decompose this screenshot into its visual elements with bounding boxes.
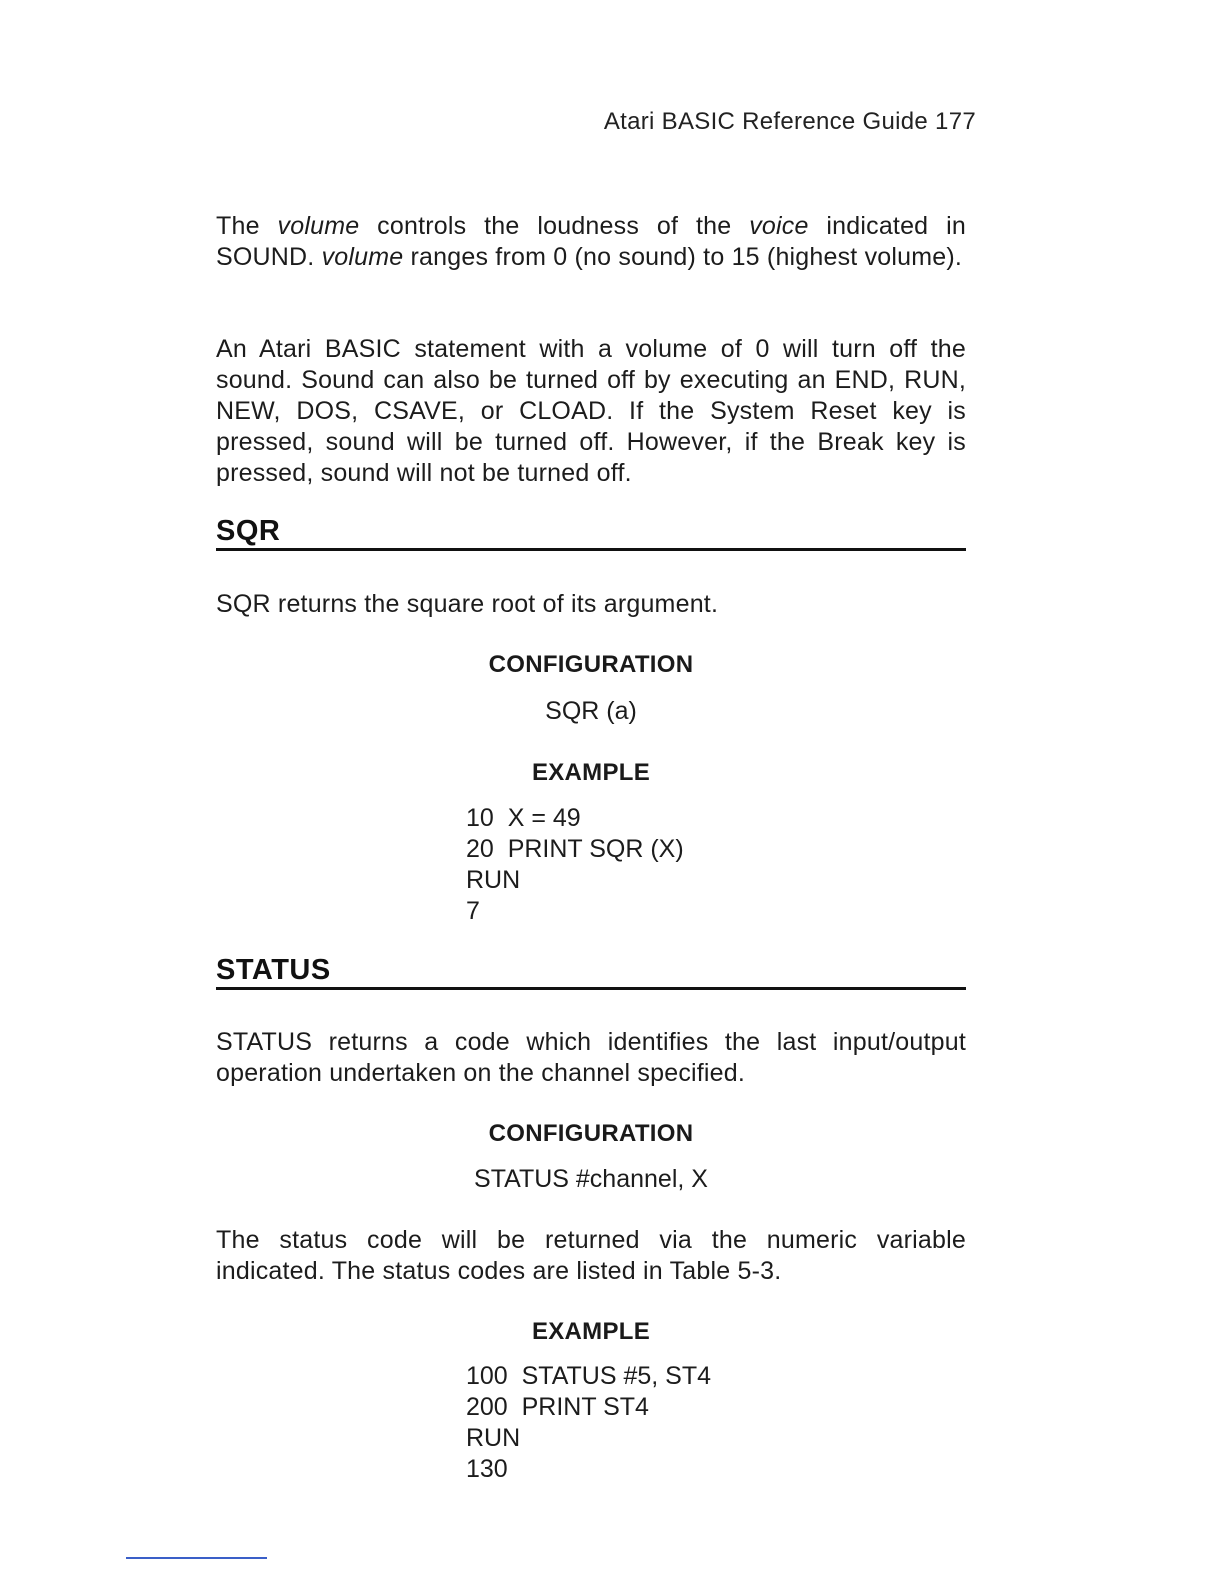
text-run: controls the loudness of the bbox=[359, 212, 750, 240]
text-run: The bbox=[216, 212, 278, 240]
code-line: 100 STATUS #5, ST4 bbox=[466, 1362, 712, 1390]
code-line: 130 bbox=[466, 1455, 508, 1483]
sqr-example-code bbox=[466, 803, 684, 927]
volume-paragraph bbox=[216, 211, 966, 273]
status-heading: STATUS bbox=[216, 953, 966, 990]
status-description: STATUS returns a code which identifies the last input/output operation undertaken on the channel specified. bbox=[216, 1028, 966, 1087]
status-note: The status code will be returned via the numeric variable indicated. The status codes are listed in Table 5-3. bbox=[216, 1226, 966, 1285]
sqr-config-syntax: SQR (a) bbox=[545, 697, 637, 725]
text-run: indicated in SOUND. bbox=[216, 212, 966, 271]
sqr-configuration-label: CONFIGURATION bbox=[488, 651, 694, 678]
code-line: 7 bbox=[466, 897, 480, 925]
status-configuration-label: CONFIGURATION bbox=[488, 1120, 694, 1147]
sqr-example-label: EXAMPLE bbox=[531, 759, 651, 786]
text-run: ranges from 0 (no sound) to 15 (highest volume). bbox=[403, 243, 963, 271]
italic-term: voice bbox=[749, 212, 809, 240]
code-line: RUN bbox=[466, 866, 521, 894]
code-line: 20 PRINT SQR (X) bbox=[466, 835, 684, 863]
running-head: Atari BASIC Reference Guide 177 bbox=[603, 108, 976, 135]
sqr-description: SQR returns the square root of its argument. bbox=[216, 590, 719, 618]
sound-off-paragraph: An Atari BASIC statement with a volume of 0 will turn off the sound. Sound can also be turned off by executing an END, RUN, NEW, DOS, CSAVE, or CLOAD. If the System Reset key is pressed, sound will be turned off. However, if the Break key is pressed, sound will not be turned off. bbox=[216, 335, 966, 487]
code-line: 200 PRINT ST4 bbox=[466, 1393, 649, 1421]
italic-term: volume bbox=[321, 243, 404, 271]
status-config-syntax: STATUS #channel, X bbox=[474, 1165, 708, 1193]
status-example-code bbox=[466, 1361, 711, 1485]
footer-divider bbox=[126, 1557, 267, 1559]
code-line: RUN bbox=[466, 1424, 521, 1452]
status-example-label: EXAMPLE bbox=[531, 1318, 651, 1345]
italic-term: volume bbox=[277, 212, 360, 240]
sqr-heading: SQR bbox=[216, 514, 966, 551]
code-line: 10 X = 49 bbox=[466, 804, 581, 832]
